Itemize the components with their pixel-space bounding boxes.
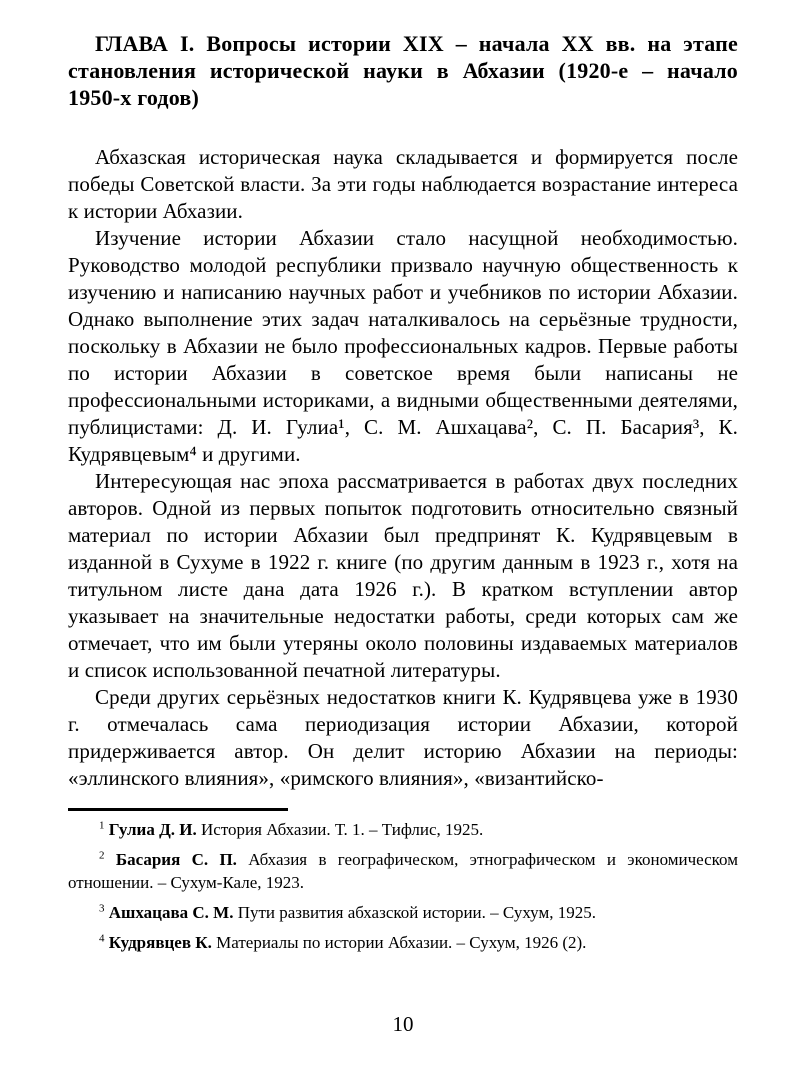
footnote-2 xyxy=(68,848,738,894)
footnotes xyxy=(68,818,738,954)
footnote-text: Материалы по истории Абхазии. – Сухум, 1926 (2). xyxy=(216,933,587,952)
footnote-marker: 3 xyxy=(99,902,105,915)
paragraph-2: Изучение истории Абхазии стало насущной необходимостью. Руководство молодой республики призвало научную общественность к изучению и написанию научных работ и учебников по истории Абхазии. Однако выполнение этих задач наталкивалось на серьёзные трудности, поскольку в Абхазии не было профессиональных кадров. Первые работы по истории Абхазии в советское время были написаны не профессиональными историками, а видными общественными деятелями, публицистами: Д. И. Гулиа¹, С. М. Ашхацава², С. П. Басария³, К. Кудрявцевым⁴ и другими. xyxy=(68,226,738,466)
footnote-marker: 1 xyxy=(99,819,105,832)
paragraph-1: Абхазская историческая наука складывается и формируется после победы Советской власти. За эти годы наблюдается возрастание интереса к истории Абхазии. xyxy=(68,145,738,223)
footnote-text: Пути развития абхазской истории. – Сухум, 1925. xyxy=(237,903,596,922)
footnote-3 xyxy=(68,901,738,924)
chapter-heading: ГЛАВА I. Вопросы истории XIX – начала XX вв. на этапе становления исторической науки в Абхазии (1920-е – начало 1950-х годов) xyxy=(68,31,738,110)
footnote-marker: 4 xyxy=(99,932,105,945)
footnote-1 xyxy=(68,818,738,841)
page-number: 10 xyxy=(392,1012,414,1036)
footnote-author: Ашхацава С. М. xyxy=(108,903,234,922)
page-content xyxy=(68,30,738,954)
footnote-4 xyxy=(68,931,738,954)
footnote-author: Гулиа Д. И. xyxy=(108,820,197,839)
body-text xyxy=(68,144,738,792)
footnote-divider xyxy=(68,808,288,811)
footnote-author: Кудрявцев К. xyxy=(108,933,212,952)
footnote-author: Басария С. П. xyxy=(115,850,237,869)
footnote-text: Абхазия в географическом, этнографическом и экономическом отношении. – Сухум-Кале, 1923. xyxy=(68,850,738,892)
paragraph-3: Интересующая нас эпоха рассматривается в работах двух последних авторов. Одной из первых попыток подготовить относительно связный материал по истории Абхазии был предпринят К. Кудрявцевым в изданной в Сухуме в 1922 г. книге (по другим данным в 1923 г., хотя на титульном листе дана дата 1926 г.). В кратком вступлении автор указывает на значительные недостатки работы, среди которых сам же отмечает, что им были утеряны около половины издаваемых материалов и список использованной печатной литературы. xyxy=(68,469,738,682)
paragraph-4: Среди других серьёзных недостатков книги К. Кудрявцева уже в 1930 г. отмечалась сама периодизация истории Абхазии, которой придерживается автор. Он делит историю Абхазии на периоды: «эллинского влияния», «римского влияния», «византийско- xyxy=(68,685,738,790)
footnote-text: История Абхазии. Т. 1. – Тифлис, 1925. xyxy=(201,820,484,839)
footnote-marker: 2 xyxy=(99,849,105,862)
